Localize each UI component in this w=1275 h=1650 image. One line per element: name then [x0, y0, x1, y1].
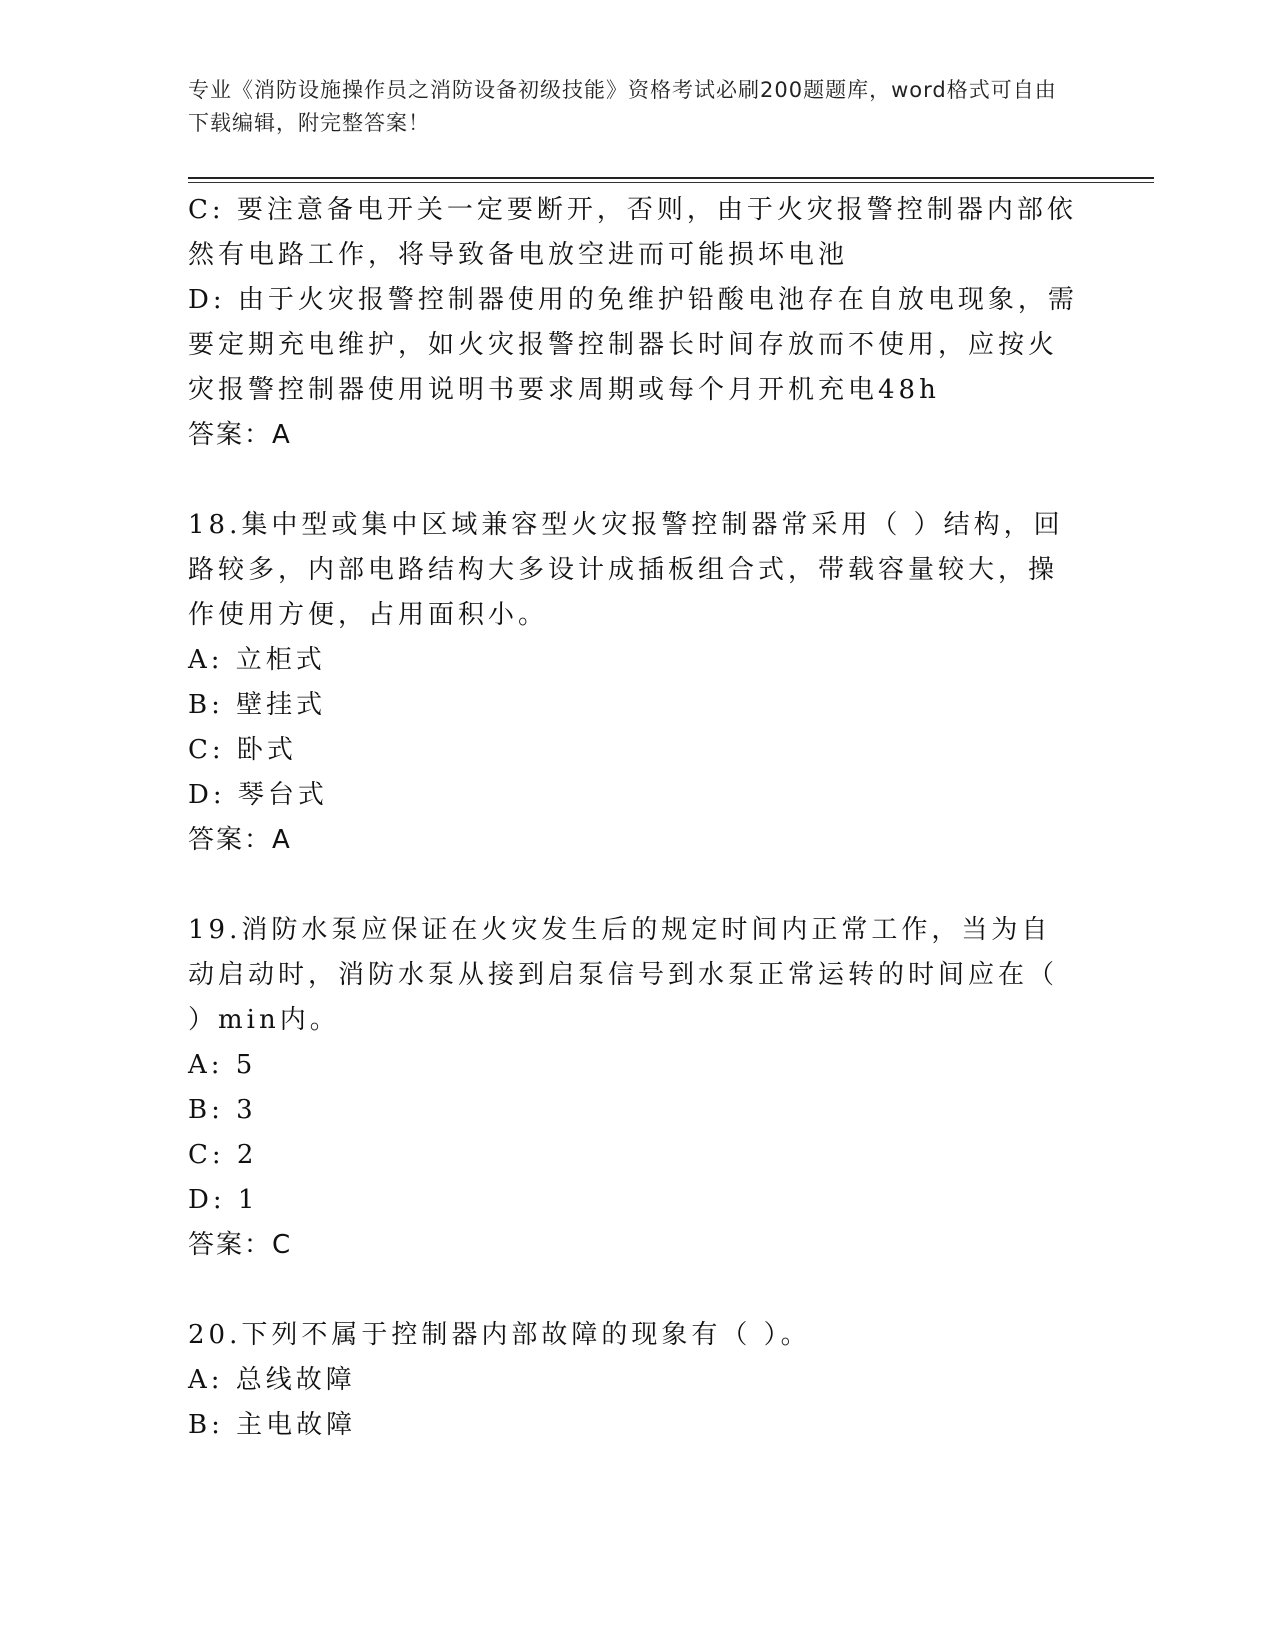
option-a: A: 5	[188, 1050, 257, 1080]
question-stem: 19.消防水泵应保证在火灾发生后的规定时间内正常工作，当为自动启动时，消防水泵从接到启泵信号到水泵正常运转的时间应在（ ）min内。	[188, 915, 1059, 1035]
question-stem: 20.下列不属于控制器内部故障的现象有（ ）。	[188, 1320, 811, 1350]
page-header	[188, 74, 1068, 140]
header-divider-thin	[188, 182, 1154, 183]
question-19	[188, 908, 1078, 1268]
option-a: A: 总线故障	[188, 1365, 356, 1395]
question-17-continued	[188, 188, 1078, 458]
option-b: B: 主电故障	[188, 1410, 357, 1440]
option-a: A: 立柜式	[188, 645, 326, 675]
header-divider	[188, 177, 1154, 179]
option-c: C: 要注意备电开关一定要断开，否则，由于火灾报警控制器内部依然有电路工作，将导致备电放空进而可能损坏电池	[188, 195, 1077, 270]
option-d: D: 1	[188, 1185, 259, 1215]
page-header-title: 专业《消防设施操作员之消防设备初级技能》资格考试必刷200题题库，word格式可自由下载编辑，附完整答案！	[188, 78, 1057, 135]
question-18	[188, 503, 1078, 863]
answer: 答案：A	[188, 825, 292, 855]
option-c: C: 2	[188, 1140, 258, 1170]
answer: 答案：C	[188, 1230, 293, 1260]
option-d: D: 由于火灾报警控制器使用的免维护铅酸电池存在自放电现象，需要定期充电维护，如火灾报警控制器长时间存放而不使用，应按火灾报警控制器使用说明书要求周期或每个月开机充电48h	[188, 285, 1078, 405]
option-d: D: 琴台式	[188, 780, 328, 810]
document-body	[188, 188, 1078, 1448]
question-stem: 18.集中型或集中区域兼容型火灾报警控制器常采用（ ）结构，回路较多，内部电路结构大多设计成插板组合式，带载容量较大，操作使用方便，占用面积小。	[188, 510, 1064, 630]
option-b: B: 壁挂式	[188, 690, 327, 720]
option-c: C: 卧式	[188, 735, 297, 765]
option-b: B: 3	[188, 1095, 257, 1125]
question-20	[188, 1313, 1078, 1448]
answer: 答案：A	[188, 420, 292, 450]
